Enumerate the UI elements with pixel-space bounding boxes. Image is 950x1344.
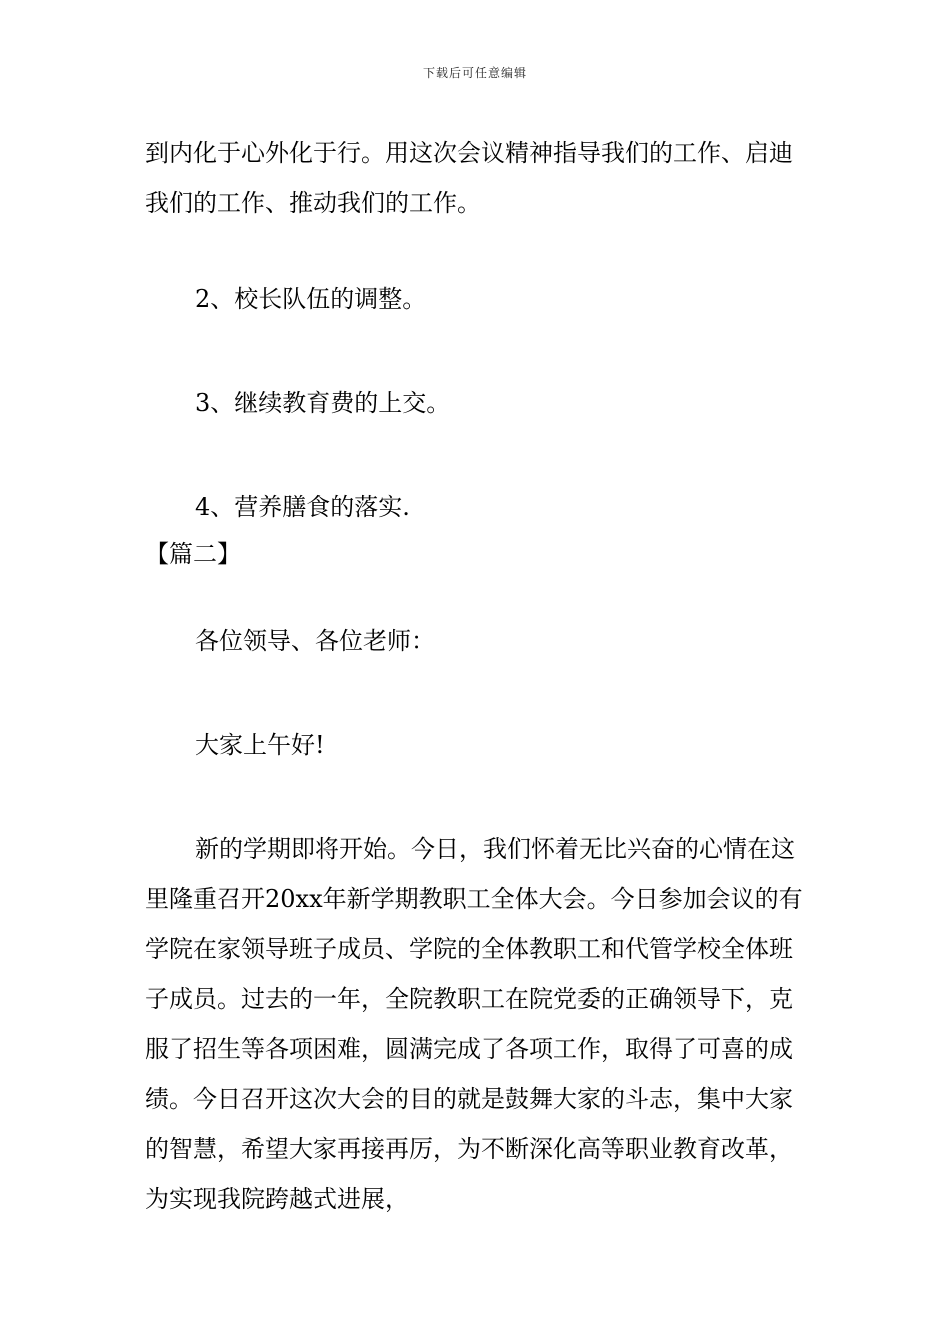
main-paragraph: 新的学期即将开始。今日，我们怀着无比兴奋的心情在这里隆重召开20xx年新学期教职工全体大会。今日参加会议的有学院在家领导班子成员、学院的全体教职工和代管学校全体班子成员。过去的一年，全院教职工在院党委的正确领导下，克服了招生等各项困难，圆满完成了各项工作，取得了可喜的成绩。今日召开这次大会的目的就是鼓舞大家的斗志，集中大家的智慧，希望大家再接再厉，为不断深化高等职业教育改革，为实现我院跨越式进展， [145,835,803,1213]
document-body [145,128,815,1224]
list-item-4: 4、营养膳食的落实. [195,493,410,521]
paragraph-continuation: 到内化于心外化于行。用这次会议精神指导我们的工作、启迪我们的工作、推动我们的工作。 [145,139,793,217]
page-header: 下载后可任意编辑 [422,66,527,80]
salutation: 各位领导、各位老师： [195,627,435,655]
list-item-3: 3、继续教育费的上交。 [195,389,451,417]
greeting: 大家上午好! [195,731,325,759]
section-title: 【篇二】 [145,540,241,568]
list-item-2: 2、校长队伍的调整。 [195,285,427,313]
